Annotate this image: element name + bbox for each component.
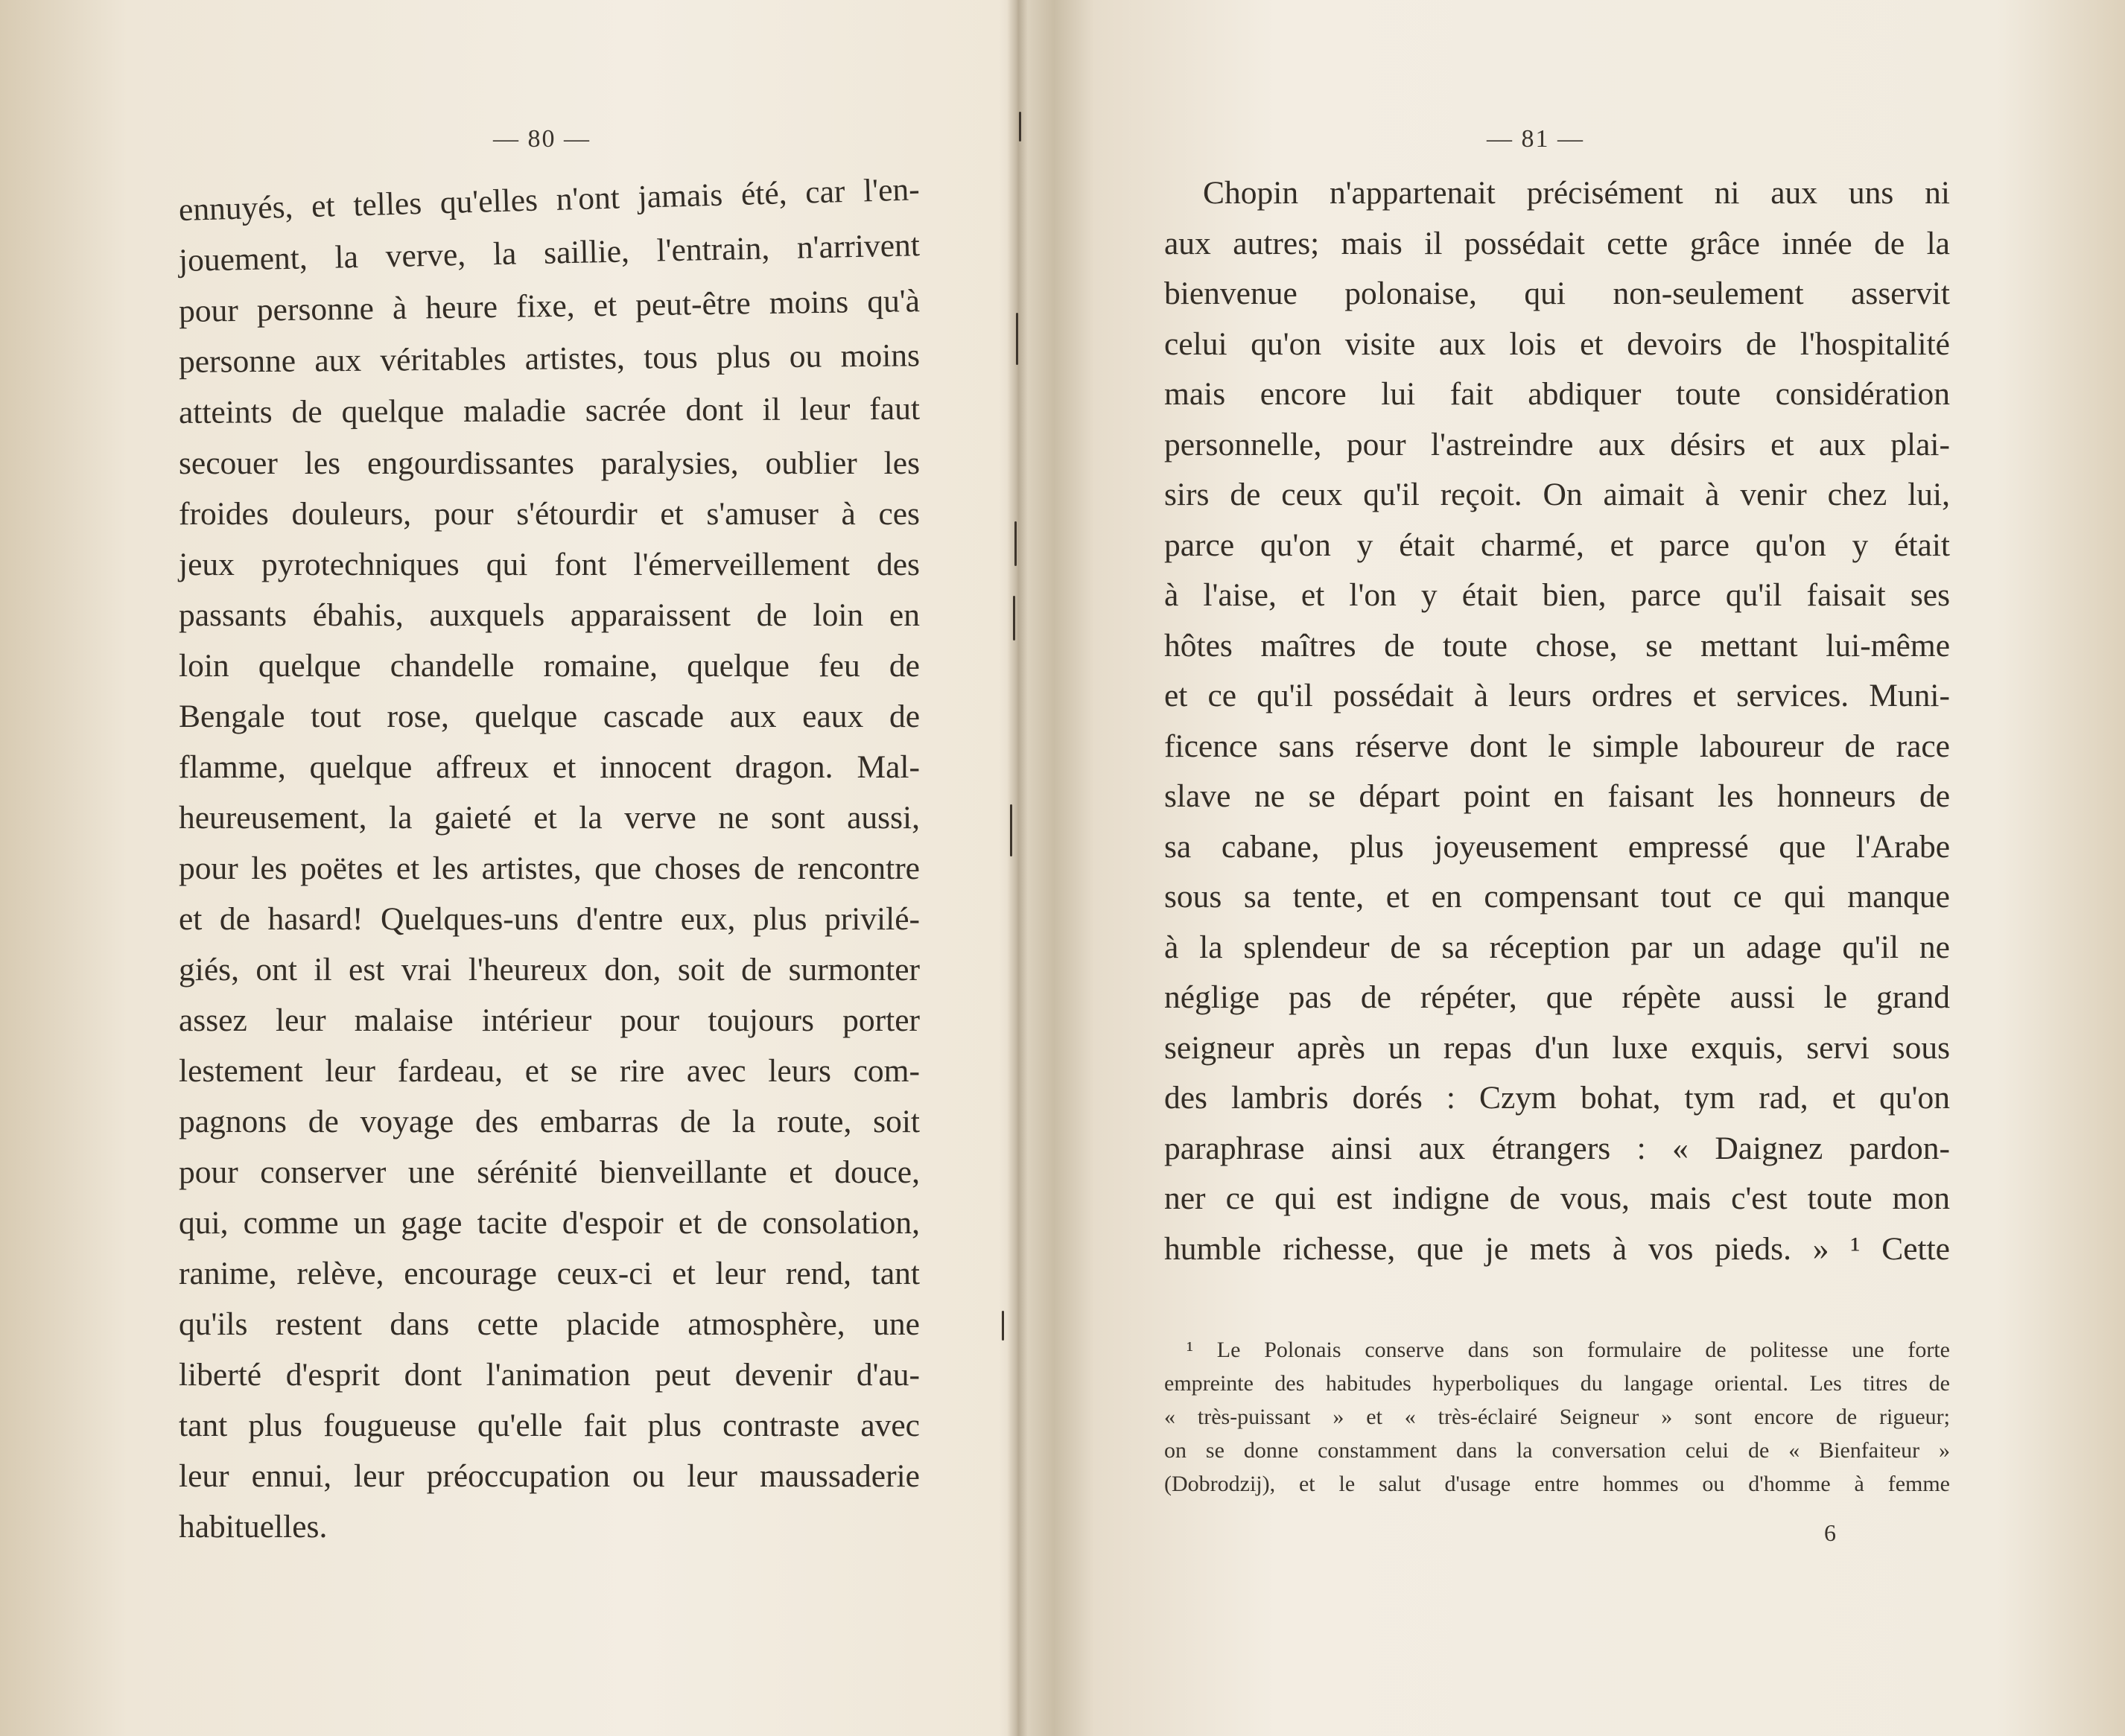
text-line: seigneur après un repas d'un luxe exquis, servi sous bbox=[1164, 1029, 1950, 1066]
body-text bbox=[1164, 168, 1950, 1274]
text-line: des lambris dorés : Czym bohat, tym rad, et qu'on bbox=[1164, 1080, 1950, 1116]
left-page bbox=[0, 0, 1017, 1736]
text-line: mais encore lui fait abdiquer toute considération bbox=[1164, 376, 1950, 412]
text-line: ficence sans réserve dont le simple laboureur de race bbox=[1164, 728, 1950, 764]
signature-mark: 6 bbox=[1824, 1519, 1836, 1546]
text-line: personne aux véritables artistes, tous plus ou moins bbox=[178, 337, 921, 380]
text-line: assez leur malaise intérieur pour toujours porter bbox=[179, 1002, 920, 1038]
text-line: et ce qu'il possédait à leurs ordres et services. Muni- bbox=[1164, 678, 1950, 713]
text-line: froides douleurs, pour s'étourdir et s'amuser à ces bbox=[179, 496, 920, 532]
text-line: Chopin n'appartenait précisément ni aux uns ni bbox=[1203, 175, 1950, 211]
footnote-line: empreinte des habitudes hyperboliques du langage oriental. Les titres de bbox=[1164, 1371, 1950, 1396]
text-line: à la splendeur de sa réception par un adage qu'il ne bbox=[1164, 929, 1950, 965]
text-line: et de hasard! Quelques-uns d'entre eux, plus privilé- bbox=[179, 901, 920, 937]
text-line: heureusement, la gaieté et la verve ne sont aussi, bbox=[179, 800, 920, 836]
text-line: à l'aise, et l'on y était bien, parce qu'il faisait ses bbox=[1164, 577, 1950, 613]
text-line: néglige pas de répéter, que répète aussi le grand bbox=[1164, 979, 1950, 1015]
gutter-mark bbox=[1013, 596, 1015, 640]
text-line: personnelle, pour l'astreindre aux désirs et aux plai- bbox=[1164, 426, 1950, 462]
footnote-line: « très-puissant » et « très-éclairé Seigneur » sont encore de rigueur; bbox=[1164, 1405, 1950, 1429]
footnote-line: (Dobrodzij), et le salut d'usage entre hommes ou d'homme à femme bbox=[1164, 1472, 1950, 1496]
text-line: Bengale tout rose, quelque cascade aux eaux de bbox=[179, 699, 920, 734]
footnotes bbox=[1164, 1333, 1950, 1501]
text-line: celui qu'on visite aux lois et devoirs de l'hospitalité bbox=[1164, 325, 1950, 362]
text-line: pour conserver une sérénité bienveillante et douce, bbox=[179, 1154, 920, 1190]
text-line: paraphrase ainsi aux étrangers : « Daignez pardon- bbox=[1164, 1130, 1950, 1166]
text-line: humble richesse, que je mets à vos pieds. » ¹ Cette bbox=[1164, 1230, 1950, 1267]
gutter-mark bbox=[1014, 521, 1017, 566]
text-line: liberté d'esprit dont l'animation peut devenir d'au- bbox=[179, 1357, 920, 1393]
page-number: — 81 — bbox=[1487, 125, 1584, 153]
text-line: bienvenue polonaise, qui non-seulement asservit bbox=[1164, 276, 1950, 311]
text-line: giés, ont il est vrai l'heureux don, soit de surmonter bbox=[179, 952, 920, 988]
body-text bbox=[178, 171, 921, 1552]
text-line: pagnons de voyage des embarras de la route, soit bbox=[179, 1104, 920, 1139]
text-line: sa cabane, plus joyeusement empressé que l'Arabe bbox=[1164, 828, 1950, 865]
text-line: lestement leur fardeau, et se rire avec leurs com- bbox=[179, 1053, 920, 1089]
footnote-line: ¹ Le Polonais conserve dans son formulaire de politesse une forte bbox=[1187, 1338, 1950, 1362]
text-line: jeux pyrotechniques qui font l'émerveillement des bbox=[179, 547, 920, 582]
text-line: slave ne se départ point en faisant les honneurs de bbox=[1164, 778, 1950, 814]
text-line: passants ébahis, auxquels apparaissent de loin en bbox=[179, 597, 920, 633]
footnote-line: on se donne constamment dans la conversation celui de « Bienfaiteur » bbox=[1164, 1438, 1950, 1463]
text-line: tant plus fougueuse qu'elle fait plus contraste avec bbox=[179, 1408, 920, 1443]
text-line: sous sa tente, et en compensant tout ce qui manque bbox=[1164, 879, 1950, 915]
text-line: aux autres; mais il possédait cette grâce innée de la bbox=[1164, 225, 1950, 261]
text-line: atteints de quelque maladie sacrée dont il leur faut bbox=[178, 390, 921, 430]
text-line: pour les poëtes et les artistes, que choses de rencontre bbox=[179, 850, 920, 886]
text-line: hôtes maîtres de toute chose, se mettant lui-même bbox=[1164, 627, 1950, 664]
text-line: leur ennui, leur préoccupation ou leur maussaderie bbox=[179, 1458, 920, 1494]
text-line: qui, comme un gage tacite d'espoir et de consolation, bbox=[179, 1205, 920, 1241]
text-line: jouement, la verve, la saillie, l'entrain, n'arrivent bbox=[178, 227, 921, 279]
text-line: secouer les engourdissantes paralysies, oublier les bbox=[179, 445, 920, 481]
text-line: ennuyés, et telles qu'elles n'ont jamais été, car l'en- bbox=[178, 171, 921, 228]
gutter-mark bbox=[1016, 313, 1018, 365]
page-number: — 80 — bbox=[493, 125, 591, 153]
right-page bbox=[1017, 0, 2125, 1736]
gutter-mark bbox=[1019, 112, 1021, 142]
gutter-mark bbox=[1002, 1311, 1004, 1341]
gutter-mark bbox=[1010, 804, 1012, 856]
text-line: habituelles. bbox=[179, 1509, 328, 1545]
text-line: ner ce qui est indigne de vous, mais c'est toute mon bbox=[1164, 1180, 1950, 1216]
text-line: ranime, relève, encourage ceux-ci et leur rend, tant bbox=[179, 1256, 920, 1291]
text-line: flamme, quelque affreux et innocent dragon. Mal- bbox=[179, 749, 920, 785]
text-line: qu'ils restent dans cette placide atmosphère, une bbox=[179, 1306, 920, 1342]
text-line: pour personne à heure fixe, et peut-être moins qu'à bbox=[178, 283, 921, 329]
text-line: sirs de ceux qu'il reçoit. On aimait à venir chez lui, bbox=[1164, 477, 1950, 512]
text-line: parce qu'on y était charmé, et parce qu'on y était bbox=[1164, 527, 1950, 563]
text-line: loin quelque chandelle romaine, quelque feu de bbox=[179, 648, 920, 684]
